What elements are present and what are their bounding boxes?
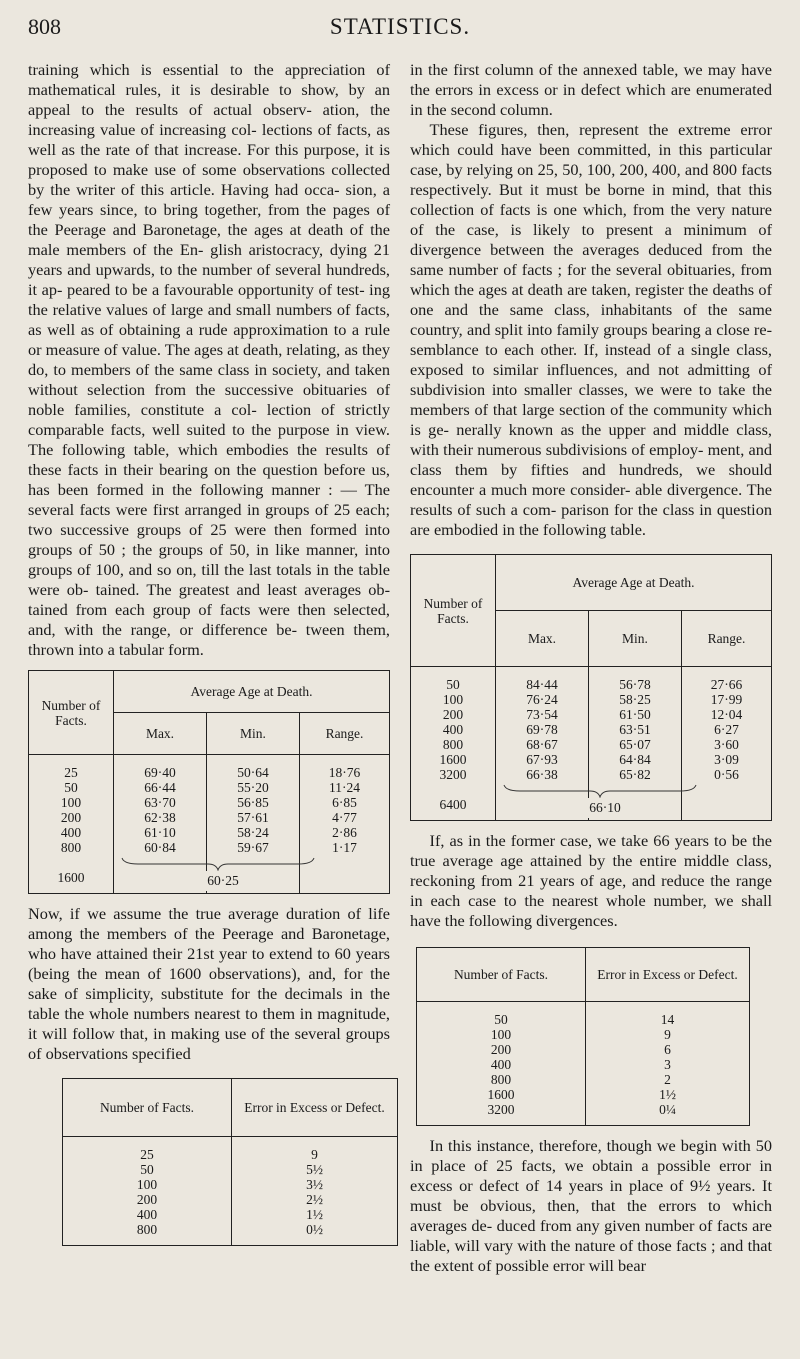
cell: 58·25 xyxy=(619,692,651,707)
cell: 2 xyxy=(664,1072,671,1087)
cell: 200 xyxy=(136,1192,158,1207)
paragraph: If, as in the former case, we take 66 years to be the true average age attained by the entire middle class, reckoning from 21 years of age, and reduce the range in each case to the nearest whole number, we shall have the following divergences. xyxy=(410,831,772,930)
cell: 6·27 xyxy=(714,722,739,737)
col-header-average: Average Age at Death. xyxy=(496,555,772,611)
cell: 400 xyxy=(442,722,464,737)
cell: 800 xyxy=(442,737,464,752)
cell: 50 xyxy=(140,1162,154,1177)
number-column xyxy=(411,667,496,821)
cell: 5½ xyxy=(306,1162,323,1177)
cell: 6400 xyxy=(439,797,467,812)
error-column xyxy=(586,1002,750,1126)
merged-value: 66·10 xyxy=(560,798,650,818)
cell: 68·67 xyxy=(526,737,558,752)
col-header-number: Number of Facts. xyxy=(417,948,586,1002)
cell: 14 xyxy=(660,1012,675,1027)
cell: 25 xyxy=(140,1147,154,1162)
cell: 200 xyxy=(60,810,82,825)
page-header xyxy=(0,8,800,48)
cell: 3200 xyxy=(487,1102,515,1117)
cell: 57·61 xyxy=(237,810,269,825)
cell: 6·85 xyxy=(332,795,357,810)
cell: 3200 xyxy=(439,767,467,782)
cell: 84·44 xyxy=(526,677,558,692)
col-header-min: Min. xyxy=(589,611,682,667)
cell: 100 xyxy=(136,1177,158,1192)
cell: 200 xyxy=(442,707,464,722)
cell: 50 xyxy=(446,677,460,692)
cell: 50 xyxy=(494,1012,508,1027)
cell: 400 xyxy=(136,1207,158,1222)
cell: 400 xyxy=(490,1057,512,1072)
table-middle-class-ages xyxy=(410,554,772,821)
col-header-max: Max. xyxy=(496,611,589,667)
page-number: 808 xyxy=(28,14,61,39)
cell: 400 xyxy=(60,825,82,840)
cell: 63·70 xyxy=(144,795,176,810)
cell: 6 xyxy=(664,1042,671,1057)
cell: 3·09 xyxy=(714,752,739,767)
error-column xyxy=(232,1137,398,1246)
cell: 9 xyxy=(664,1027,671,1042)
cell: 2½ xyxy=(306,1192,323,1207)
cell: 200 xyxy=(490,1042,512,1057)
paragraph: training which is essential to the appreciation of mathematical rules, it is desirable to show, by an appeal to the results of actual observ- ation, the increasing value of increasing col- lections of facts, as well as the rate of that increase. For this purpose, it is proposed to make use of some observations collected by the writer of this article. Having had occa- sion, a few years since, to bring together, from the pages of the Peerage and Baronetage, the ages at death of the male members of the En- glish aristocracy, dying 21 years and upwards, to the number of several hundreds, it ap- peared to be a favourable opportunity of test- ing the relative values of large and small numbers of facts, as well as of obtaining a rude approximation to a rule or measure of value. The ages at death, relating, as they do, to members of the same class in society, and taken without selection from the successive obituaries of noble families, constitute a col- lection of strictly comparable facts, well suited to the purpose in view. The following table, which embodies the results of these facts in their bearing on the question before us, has been formed in the following manner : — The several facts were first arranged in groups of 25 each; two successive groups of 25 were then formed into groups of 50 ; the groups of 50, in like manner, into groups of 100, and so on, till the last totals in the table were ob- tained. The greatest and least averages ob- tained from each group of facts were then selected, and, with the range, or difference be- tween them, thrown into a tabular form. xyxy=(28,60,390,659)
table-error-middle-class xyxy=(416,947,750,1126)
left-column xyxy=(28,60,390,1256)
cell: 1½ xyxy=(659,1087,676,1102)
col-header-error: Error in Excess or Defect. xyxy=(232,1079,398,1137)
cell: 800 xyxy=(490,1072,512,1087)
paragraph: In this instance, therefore, though we begin with 50 in place of 25 facts, we obtain a possible error in excess or defect of 14 years in place of 9½ years. It must be obvious, then, that the errors to which averages de- duced from any given number of facts are liable, will vary with the nature of those facts ; and that the extent of possible error will bear xyxy=(410,1136,772,1275)
col-header-min: Min. xyxy=(207,713,300,755)
cell: 18·76 xyxy=(328,765,361,780)
cell: 17·99 xyxy=(710,692,743,707)
cell: 1600 xyxy=(487,1087,515,1102)
cell: 65·82 xyxy=(619,767,651,782)
cell: 4·77 xyxy=(332,810,357,825)
right-column xyxy=(410,60,772,1276)
number-column xyxy=(63,1137,232,1246)
cell: 800 xyxy=(136,1222,158,1237)
cell: 61·50 xyxy=(619,707,651,722)
paragraph: These figures, then, represent the extreme error which could have been committed, in this particular case, by relying on 25, 50, 100, 200, 400, and 800 facts respectively. But it must be borne in mind, that this collection of facts is one which, from the very nature of the case, is likely to present a minimum of divergence between the averages deduced from the same number of facts ; for the several obituaries, from which the ages at death are taken, register the deaths of one and the same class, inhabitants of the same country, and split into family groups bearing a close re- semblance to each other. If, instead of a single class, exposed to similar influences, and not admitting of subdivision into smaller classes, we were to take the members of that large section of the community which is ge- nerally known as the upper and middle class, with their numerous subdivisions of employ- ment, and class them by fifties and hundreds, we should encounter a much more consider- able divergence. The results of such a com- parison for the class in question are embodied in the following table. xyxy=(410,120,772,539)
cell: 56·85 xyxy=(237,795,269,810)
cell: 56·78 xyxy=(619,677,651,692)
cell: 100 xyxy=(442,692,464,707)
cell: 12·04 xyxy=(710,707,743,722)
cell: 60·84 xyxy=(144,840,176,855)
cell: 55·20 xyxy=(237,780,269,795)
cell: 69·78 xyxy=(526,722,558,737)
cell: 1600 xyxy=(439,752,467,767)
cell: 1600 xyxy=(57,870,85,885)
merged-value: 60·25 xyxy=(178,871,268,891)
cell: 100 xyxy=(490,1027,512,1042)
cell: 64·84 xyxy=(619,752,651,767)
col-header-number: Number of Facts. xyxy=(29,671,114,755)
cell: 1½ xyxy=(306,1207,323,1222)
cell: 69·40 xyxy=(144,765,176,780)
col-header-range: Range. xyxy=(300,713,390,755)
cell: 800 xyxy=(60,840,82,855)
cell: 3 xyxy=(664,1057,671,1072)
brace-icon xyxy=(118,856,318,872)
cell: 25 xyxy=(64,765,78,780)
cell: 100 xyxy=(60,795,82,810)
range-column xyxy=(300,755,390,894)
col-header-number: Number of Facts. xyxy=(411,555,496,667)
cell: 0·56 xyxy=(714,767,739,782)
paragraph: Now, if we assume the true average duration of life among the members of the Peerage and Baronetage, who have attained their 21st year to extend to 60 years (being the mean of 1600 observations), and, for the sake of simplicity, substitute for the decimals in the table the whole numbers nearest to them in magnitude, it will follow that, in making use of the several groups of observations specified xyxy=(28,904,390,1063)
cell: 59·67 xyxy=(237,840,269,855)
cell: 50 xyxy=(64,780,78,795)
cell: 2·86 xyxy=(332,825,357,840)
cell: 66·38 xyxy=(526,767,558,782)
cell: 3½ xyxy=(306,1177,323,1192)
cell: 50·64 xyxy=(237,765,269,780)
paragraph: in the first column of the annexed table, we may have the errors in excess or in defect which are enumerated in the second column. xyxy=(410,60,772,119)
table-error-aristocracy xyxy=(62,1078,398,1246)
cell: 1·17 xyxy=(332,840,357,855)
cell: 67·93 xyxy=(526,752,558,767)
cell: 63·51 xyxy=(619,722,651,737)
col-header-error: Error in Excess or Defect. xyxy=(586,948,750,1002)
col-header-range: Range. xyxy=(682,611,772,667)
cell: 0¼ xyxy=(659,1102,676,1117)
number-column xyxy=(417,1002,586,1126)
cell: 65·07 xyxy=(619,737,651,752)
cell: 9 xyxy=(311,1147,318,1162)
cell: 58·24 xyxy=(237,825,269,840)
number-column xyxy=(29,755,114,894)
cell: 3·60 xyxy=(714,737,739,752)
cell: 73·54 xyxy=(526,707,558,722)
cell: 0½ xyxy=(306,1222,323,1237)
cell: 76·24 xyxy=(526,692,558,707)
col-header-max: Max. xyxy=(114,713,207,755)
cell: 27·66 xyxy=(710,677,743,692)
cell: 66·44 xyxy=(144,780,176,795)
brace-icon xyxy=(500,783,700,799)
col-header-average: Average Age at Death. xyxy=(114,671,390,713)
cell: 62·38 xyxy=(144,810,176,825)
running-title: STATISTICS. xyxy=(329,14,471,39)
col-header-number: Number of Facts. xyxy=(63,1079,232,1137)
cell: 11·24 xyxy=(329,780,360,795)
cell: 61·10 xyxy=(144,825,176,840)
